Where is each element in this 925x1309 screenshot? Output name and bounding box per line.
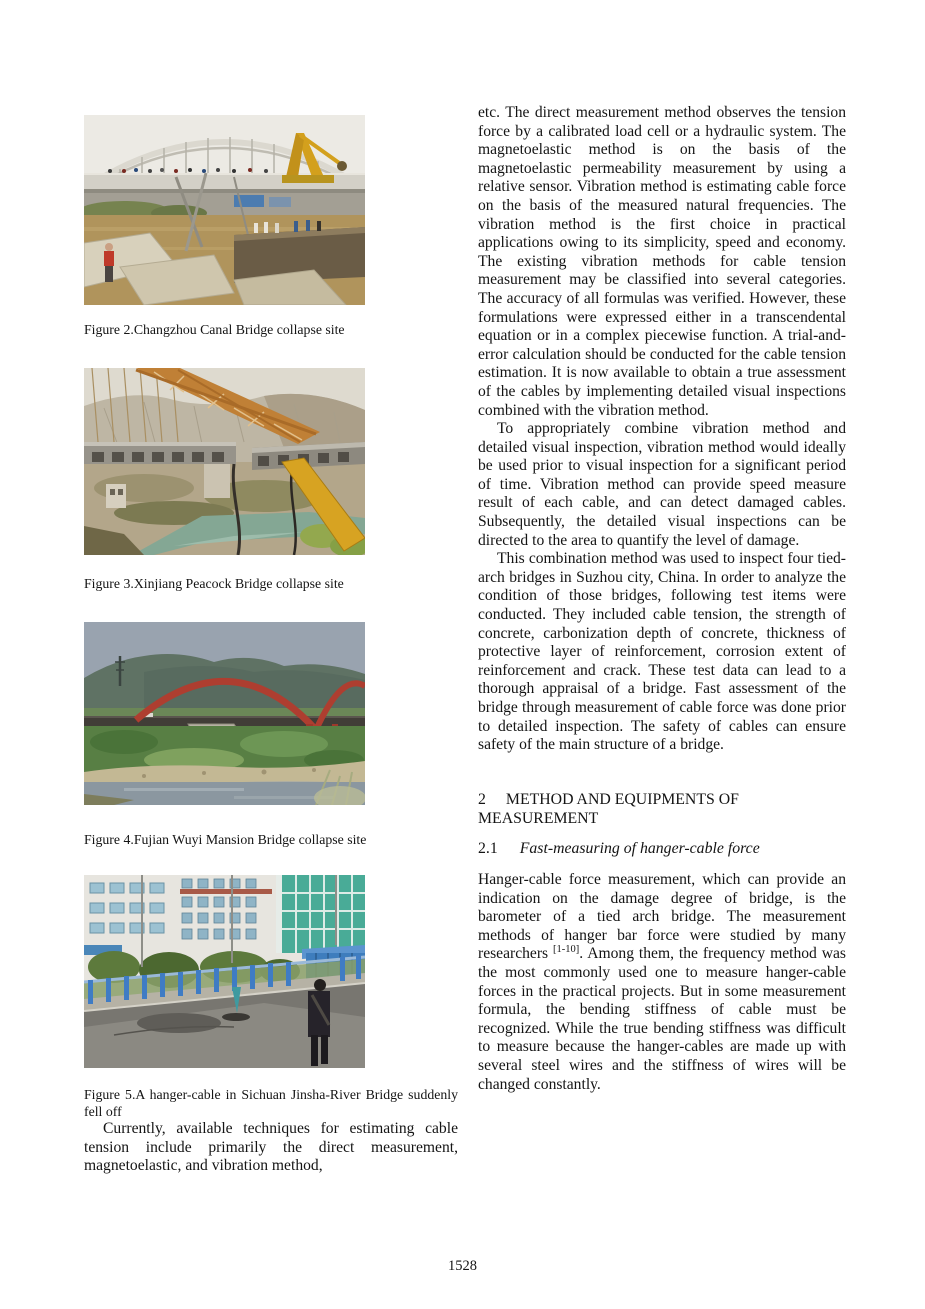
figure-4-caption: Figure 4.Fujian Wuyi Mansion Bridge collapse site [84,832,367,847]
left-column [84,115,458,1176]
subsection-title: Fast-measuring of hanger-cable force [519,839,760,857]
right-column [478,104,846,1094]
figure-5-caption: Figure 5.A hanger-cable in Sichuan Jinsha-River Bridge suddenly fell off [84,1087,458,1119]
paragraph-combine-methods: To appropriately combine vibration method and detailed visual inspection, vibration method would ideally be used prior to visual inspection for a significant period of time. Vibration method can provide speed measure result of each cable, and can detect damaged cables. Subsequently, the detailed visual inspections can be directed to the area to quantify the level of damage. [478,420,846,549]
fujian-wuyi-bridge-photo [84,622,365,805]
paragraph-hanger-cable-force [478,871,846,1094]
figure-2 [84,115,458,338]
figure-5 [84,875,458,1120]
section-number: 2 [478,790,486,808]
subsection-heading-2-1 [478,839,846,858]
hanger-paragraph-text: Hanger-cable force measurement, which can provide an indication on the damage degree of bridge, is the barometer of a tied arch bridge. The measurement methods of hanger bar force were studied by many researchers [478,870,846,963]
figure-3-caption: Figure 3.Xinjiang Peacock Bridge collapse site [84,576,344,591]
person-red-shirt [104,243,114,282]
left-column-paragraph: Currently, available techniques for estimating cable tension include primarily the direct measurement, magnetoelastic, and vibration method, [84,1120,458,1175]
citation-reference: [1-10] [553,944,580,956]
hanger-paragraph-text-cont: . Among them, the frequency method was the most commonly used one to measure hanger-cable forces in the practical projects. But in some measurement formula, the bending stiffness of cable must be recognized. While the true bending stiffness was difficult to measure because the hanger-cables are made up with several steel wires and the stiffness of wires will be changed constantly. [478,945,846,1093]
figure-3 [84,368,458,592]
paragraph-measurement-methods: etc. The direct measurement method observes the tension force by a calibrated load cell or a hydraulic system. The magnetoelastic method is on the basis of the magnetoelastic permeability measurement by using a relative sensor. Vibration method is estimating cable force on the basis of the measured natural frequencies. The vibration method is the first choice in practical applications owing to its simplicity, speed and economy. The existing vibration methods for cable tension measurement may be classified into several categories. The accuracy of all formulas was verified. However, these formulations were expressed either in a transcendental equation or in a complex piecewise function. A trial-and-error calculation should be conducted for the cable tension estimation. It is now available to obtain a true assessment of the cables by implementing detailed visual inspections combined with the vibration method. [478,104,846,419]
changzhou-canal-bridge-photo [84,115,365,305]
section-heading-2 [478,790,846,829]
subsection-number: 2.1 [478,839,498,857]
figure-4 [84,622,458,848]
section-title: METHOD AND EQUIPMENTS OF MEASUREMENT [478,790,739,828]
figure-2-caption: Figure 2.Changzhou Canal Bridge collapse site [84,322,345,337]
page-number: 1528 [448,1258,477,1274]
paragraph-suzhou-inspection: This combination method was used to inspect four tied-arch bridges in Suzhou city, China. In order to analyze the condition of those bridges, following test items were conducted. They included cable tension, the strength of concrete, carbonization depth of concrete, thickness of protective layer of reinforcement, corrosion extent of reinforcement and crack. These test data can lead to a thorough appraisal of a bridge. Fast assessment of the bridge through measurement of cable force was done prior to detailed inspection. The safety of cables can ensure safety of the main structure of a bridge. [478,550,846,754]
xinjiang-peacock-bridge-photo [84,368,365,555]
sichuan-jinsha-bridge-photo [84,875,365,1068]
